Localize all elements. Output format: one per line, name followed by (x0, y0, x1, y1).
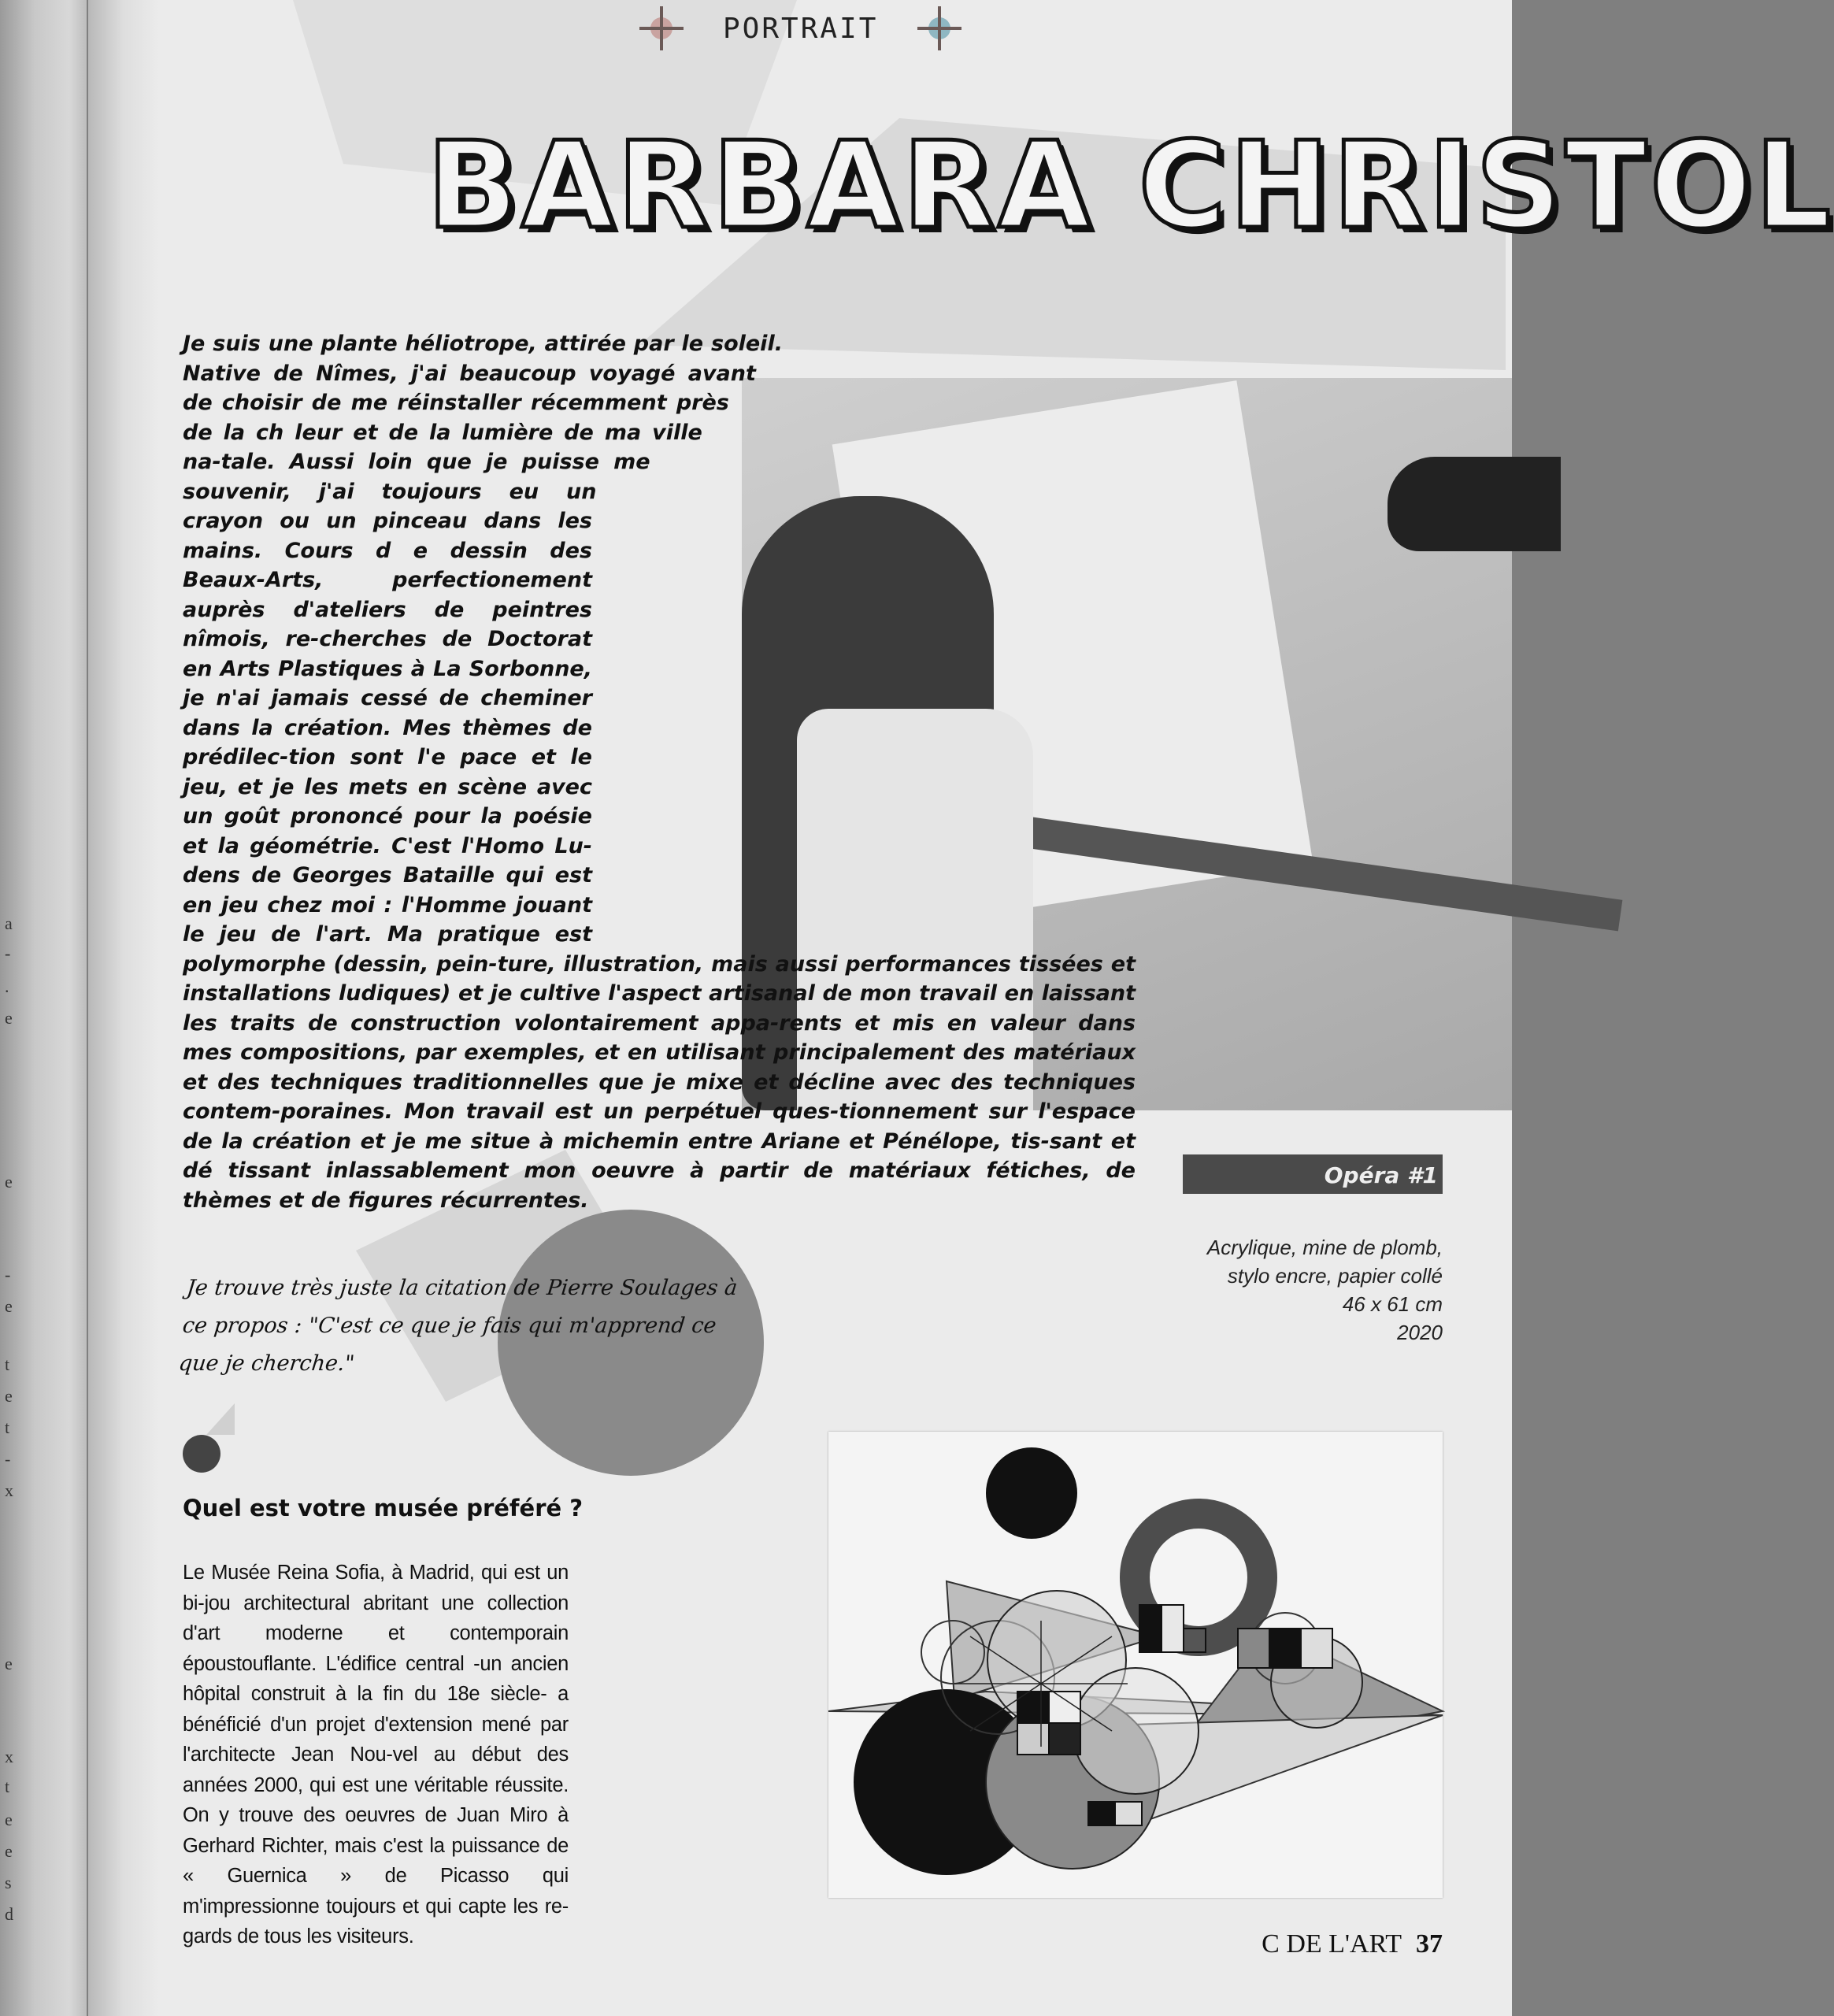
desk-lamp (1388, 457, 1561, 551)
magazine-name: C DE L'ART (1262, 1929, 1402, 1959)
left-page-fragment: t (5, 1354, 10, 1374)
artwork-opera-1 (828, 1432, 1443, 1898)
artwork-year: 2020 (1397, 1321, 1443, 1344)
decorative-triangle (206, 1403, 235, 1435)
page-gutter-shadow (88, 0, 159, 2016)
left-page-fragment: x (5, 1747, 13, 1766)
geometric-artwork (828, 1432, 1443, 1898)
article-title: BARBARA CHRISTOL (427, 116, 1834, 255)
artwork-caption (1112, 1233, 1443, 1347)
section-header (639, 6, 961, 50)
left-page-fragment: - (5, 1449, 11, 1469)
left-page-fragment: t (5, 1418, 10, 1437)
pull-quote: Je trouve très juste la citation de Pierre Soulages à ce propos : "C'est ce que je fais qui m'apprend ce que je cherche." (177, 1276, 739, 1376)
left-page-fragment: - (5, 943, 11, 963)
intro-paragraph-block (183, 329, 1136, 1235)
photo-wrap-space (592, 329, 1136, 928)
bullet-dot-icon (183, 1435, 220, 1473)
left-page-fragment: e (5, 1172, 13, 1191)
left-page-fragment: t (5, 1777, 10, 1796)
page-footer (1262, 1929, 1443, 1959)
left-page-fragment: e (5, 1008, 13, 1028)
artwork-title-bar: Opéra #1 (1183, 1154, 1443, 1194)
left-page-fragment: e (5, 1386, 13, 1406)
left-page-fragment: . (5, 976, 9, 996)
left-page-fragment: e (5, 1654, 13, 1673)
left-page-fragment: x (5, 1480, 13, 1500)
interview-answer: Le Musée Reina Sofia, à Madrid, qui est un bi-jou architectural abritant une collection d'art moderne et contemporain époustouflante. L'édifice central -un ancien hôpital construit à la fin du 18e siècle- a bénéficié d'un projet d'extension mené par l'architecte Jean Nou-vel au début des années 2000, qui est une véritable réussite. On y trouve des oeuvres de Juan Miro à Gerhard Richter, mais c'est la puissance de « Guernica » de Picasso qui m'impressionne toujours et qui capte les re-gards de tous les visiteurs. (183, 1562, 569, 1947)
left-page-fragment: e (5, 1810, 13, 1829)
interview-question: Quel est votre musée préféré ? (183, 1495, 584, 1521)
magazine-page (88, 0, 1834, 2016)
page-number: 37 (1416, 1929, 1443, 1959)
section-kicker: PORTRAIT (723, 12, 879, 45)
crosshair-ornament-icon (639, 6, 684, 50)
left-page-fragment: s (5, 1873, 12, 1892)
previous-page-edge (0, 0, 87, 2016)
artwork-dimensions: 46 x 61 cm (1342, 1292, 1443, 1316)
left-page-fragment: - (5, 1265, 11, 1284)
left-page-fragment: e (5, 1841, 13, 1861)
intro-paragraph: Je suis une plante héliotrope, attirée par le soleil. Native de Nîmes, j'ai beaucoup voyagé avant de choisir de me réinstaller récemment près de la ch leur et de la lumière de ma ville na-tale. Aussi loin que je puisse me souvenir, j'ai toujours eu un crayon ou un pinceau dans les mains. Cours d e dessin des Beaux-Arts, perfectionement auprès d'ateliers de peintres nîmois, re-cherches de Doctorat en Arts Plastiques à La Sorbonne, je n'ai jamais cessé de cheminer dans la création. Mes thèmes de prédilec-tion sont l'e pace et le jeu, et je les mets en scène avec un goût prononcé pour la poésie et la géométrie. C'est l'Homo Lu-dens de Georges Bataille qui est en jeu chez moi : l'Homme jouant le jeu de l'art. Ma pratique est polymorphe (dessin, pein-ture, illustration, mais aussi performances tissées et installations ludiques) et je cultive l'aspect artisanal de mon travail en laissant les traits de construction volontairement appa-rents et mis en valeur dans mes compositions, par exemples, et en utilisant principalement des matériaux et des techniques traditionnelles que je mixe et décline avec des techniques contem-poraines. Mon travail est un perpétuel ques-tionnement sur l'espace de la création et je me situe à michemin entre Ariane et Pénélope, tis-sant et dé tissant inlassablement mon oeuvre à partir de matériaux fétiches, de thèmes et de figures récurrentes. (183, 332, 1136, 1213)
left-page-fragment: e (5, 1296, 13, 1316)
crosshair-ornament-icon (917, 6, 961, 50)
left-page-fragment: a (5, 914, 13, 933)
artwork-medium: stylo encre, papier collé (1227, 1264, 1443, 1288)
artwork-medium: Acrylique, mine de plomb, (1206, 1236, 1443, 1259)
left-page-fragment: d (5, 1904, 13, 1924)
